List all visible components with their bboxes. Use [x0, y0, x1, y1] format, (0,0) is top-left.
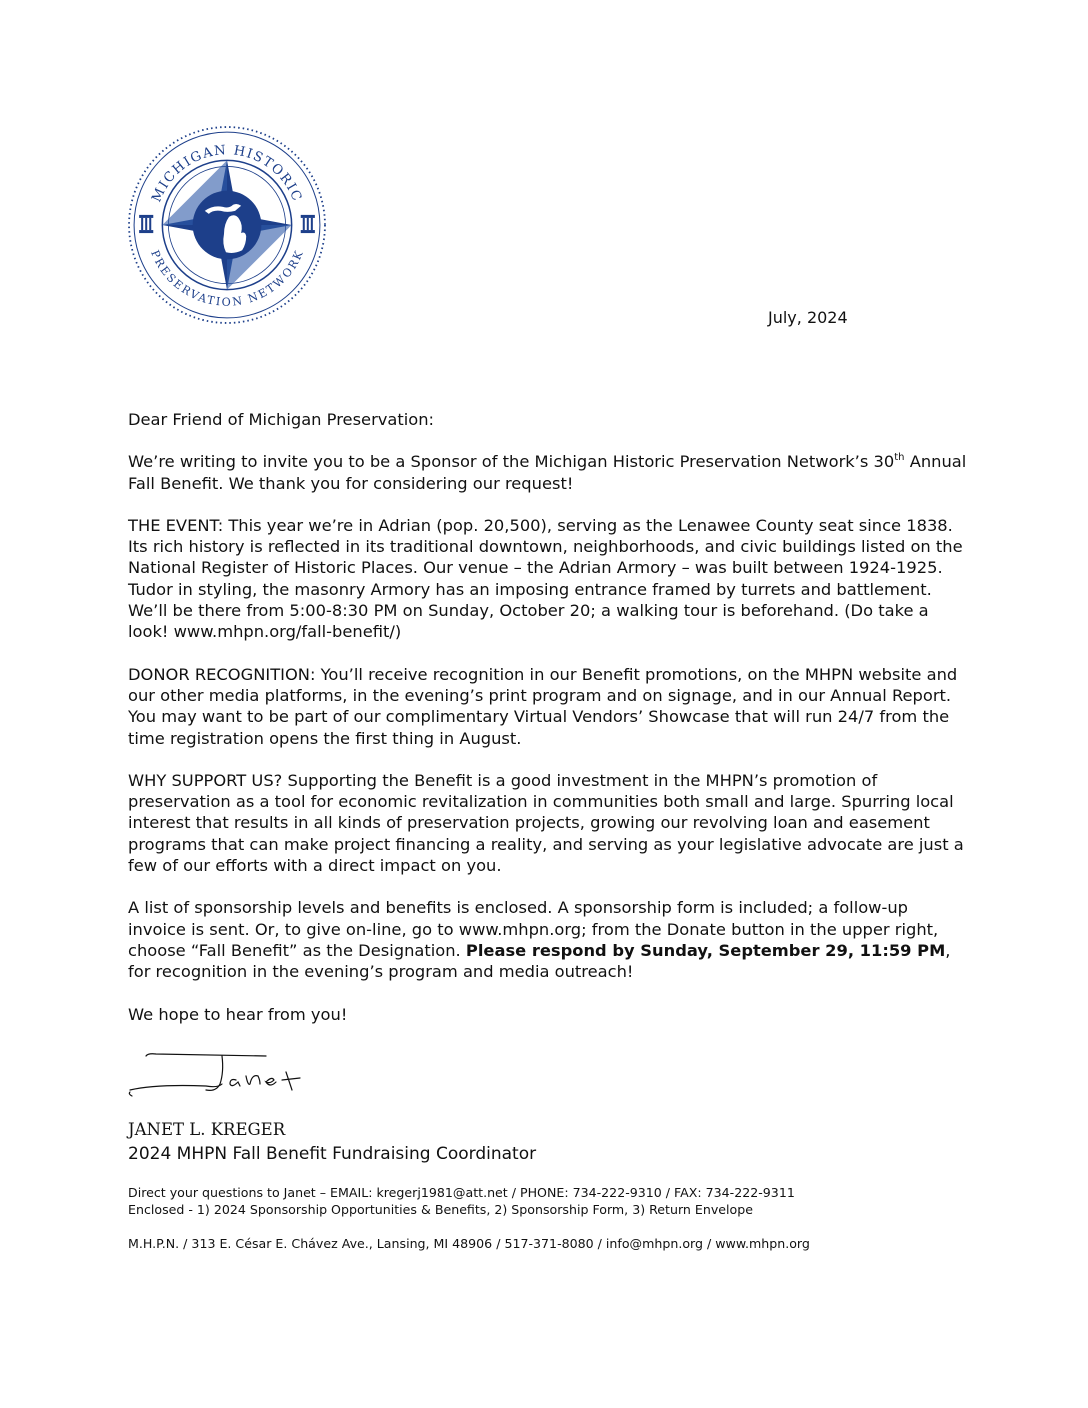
svg-text:PRESERVATION NETWORK: PRESERVATION NETWORK: [148, 248, 306, 309]
signature: [126, 1050, 326, 1100]
signer-title: 2024 MHPN Fall Benefit Fundraising Coordinator: [128, 1144, 537, 1164]
mhpn-logo: [126, 124, 328, 326]
signer-name: JANET L. KREGER: [128, 1120, 286, 1139]
intro-paragraph: We’re writing to invite you to be a Sponsor of the Michigan Historic Preservation Network’s 30th Annual Fall Benefit. We thank you for considering our request!: [128, 451, 967, 493]
svg-text:MICHIGAN HISTORIC: MICHIGAN HISTORIC: [149, 143, 305, 205]
donor-recognition-paragraph: DONOR RECOGNITION: You’ll receive recognition in our Benefit promotions, on the MHPN website and our other media platforms, in the evening’s print program and on signage, and in our Annual Report. You may want to be part of our complimentary Virtual Vendors’ Showcase that will run 24/7 from the time registration opens the first thing in August.: [128, 664, 958, 748]
why-support-paragraph: WHY SUPPORT US? Supporting the Benefit is a good investment in the MHPN’s promotion of preservation as a tool for economic revitalization in communities both small and large. Spurring local interest that results in all kinds of preservation projects, growing our revolving loan and easement programs that can make project financing a reality, and serving as your legislative advocate are just a few of our efforts with a direct impact on you.: [128, 770, 964, 876]
contact-line: Direct your questions to Janet – EMAIL: kregerj1981@att.net / PHONE: 734-222-9310 / FAX: 734-222-9311: [128, 1185, 795, 1200]
letter-date: July, 2024: [768, 308, 848, 327]
organization-address-line: M.H.P.N. / 313 E. César E. Chávez Ave., Lansing, MI 48906 / 517-371-8080 / info@mhpn.org / www.mhpn.org: [128, 1236, 810, 1251]
sponsorship-paragraph: A list of sponsorship levels and benefits is enclosed. A sponsorship form is included; a follow-up invoice is sent. Or, to give on-line, go to www.mhpn.org; from the Donate button in the upper right, choose “Fall Benefit” as the Designation. Please respond by Sunday, September 29, 11:59 PM, for recognition in the evening’s program and media outreach!: [128, 898, 951, 982]
salutation: Dear Friend of Michigan Preservation:: [128, 410, 435, 429]
event-paragraph: THE EVENT: This year we’re in Adrian (pop. 20,500), serving as the Lenawee County seat since 1838. Its rich history is reflected in its traditional downtown, neighborhoods, and civic buildings listed on the National Register of Historic Places. Our venue – the Adrian Armory – was built between 1924-1925. Tudor in styling, the masonry Armory has an imposing entrance framed by turrets and battlement. We’ll be there from 5:00-8:30 PM on Sunday, October 20; a walking tour is beforehand. (Do take a look! www.mhpn.org/fall-benefit/): [128, 515, 963, 642]
closing-line: We hope to hear from you!: [128, 1004, 348, 1024]
enclosures-line: Enclosed - 1) 2024 Sponsorship Opportunities & Benefits, 2) Sponsorship Form, 3) Return Envelope: [128, 1202, 754, 1217]
letter-body: [128, 409, 968, 1046]
